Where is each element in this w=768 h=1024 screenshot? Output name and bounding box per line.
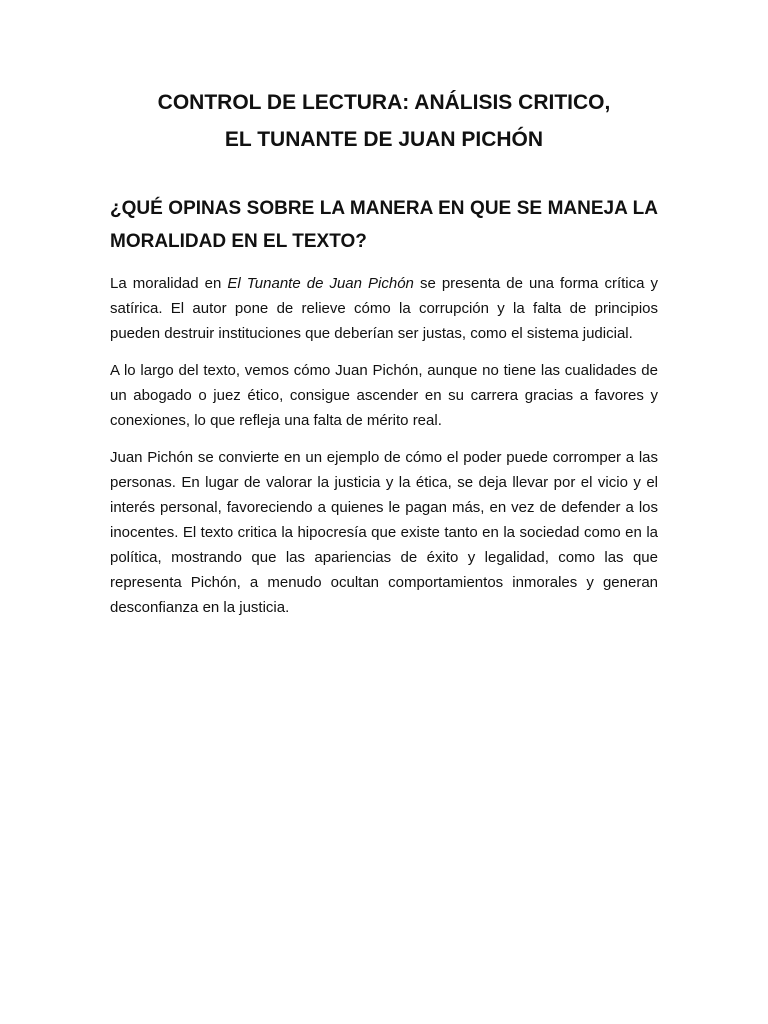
question-heading: ¿QUÉ OPINAS SOBRE LA MANERA EN QUE SE MANEJA LA MORALIDAD EN EL TEXTO? <box>110 198 658 252</box>
title-line-1: CONTROL DE LECTURA: ANÁLISIS CRITICO, <box>157 91 611 114</box>
paragraph-1-end: se presenta de una forma crítica y satírica. El autor pone de relieve cómo la corrupción y la falta de principios pueden destruir instituciones que deberían ser justas, como el sistema judicial. <box>110 275 658 342</box>
paragraph-3: Juan Pichón se convierte en un ejemplo de cómo el poder puede corromper a las personas. En lugar de valorar la justicia y la ética, se deja llevar por el vicio y el interés personal, favoreciendo a quienes le pagan más, en vez de defender a los inocentes. El texto critica la hipocresía que existe tanto en la sociedad como en la política, mostrando que las apariencias de éxito y legalidad, como las que representa Pichón, a menudo ocultan comportamientos inmorales y generan desconfianza en la justicia. <box>110 449 658 616</box>
title-line-2: EL TUNANTE DE JUAN PICHÓN <box>224 128 544 151</box>
paragraph-2: A lo largo del texto, vemos cómo Juan Pichón, aunque no tiene las cualidades de un abogado o juez ético, consigue ascender en su carrera gracias a favores y conexiones, lo que refleja una falta de mérito real. <box>110 362 658 429</box>
document-title <box>110 84 658 158</box>
document-page <box>110 84 658 620</box>
book-title-italic: El Tunante de Juan Pichón <box>227 275 414 292</box>
paragraph-1 <box>110 271 658 346</box>
paragraph-1-start: La moralidad en <box>110 275 228 292</box>
